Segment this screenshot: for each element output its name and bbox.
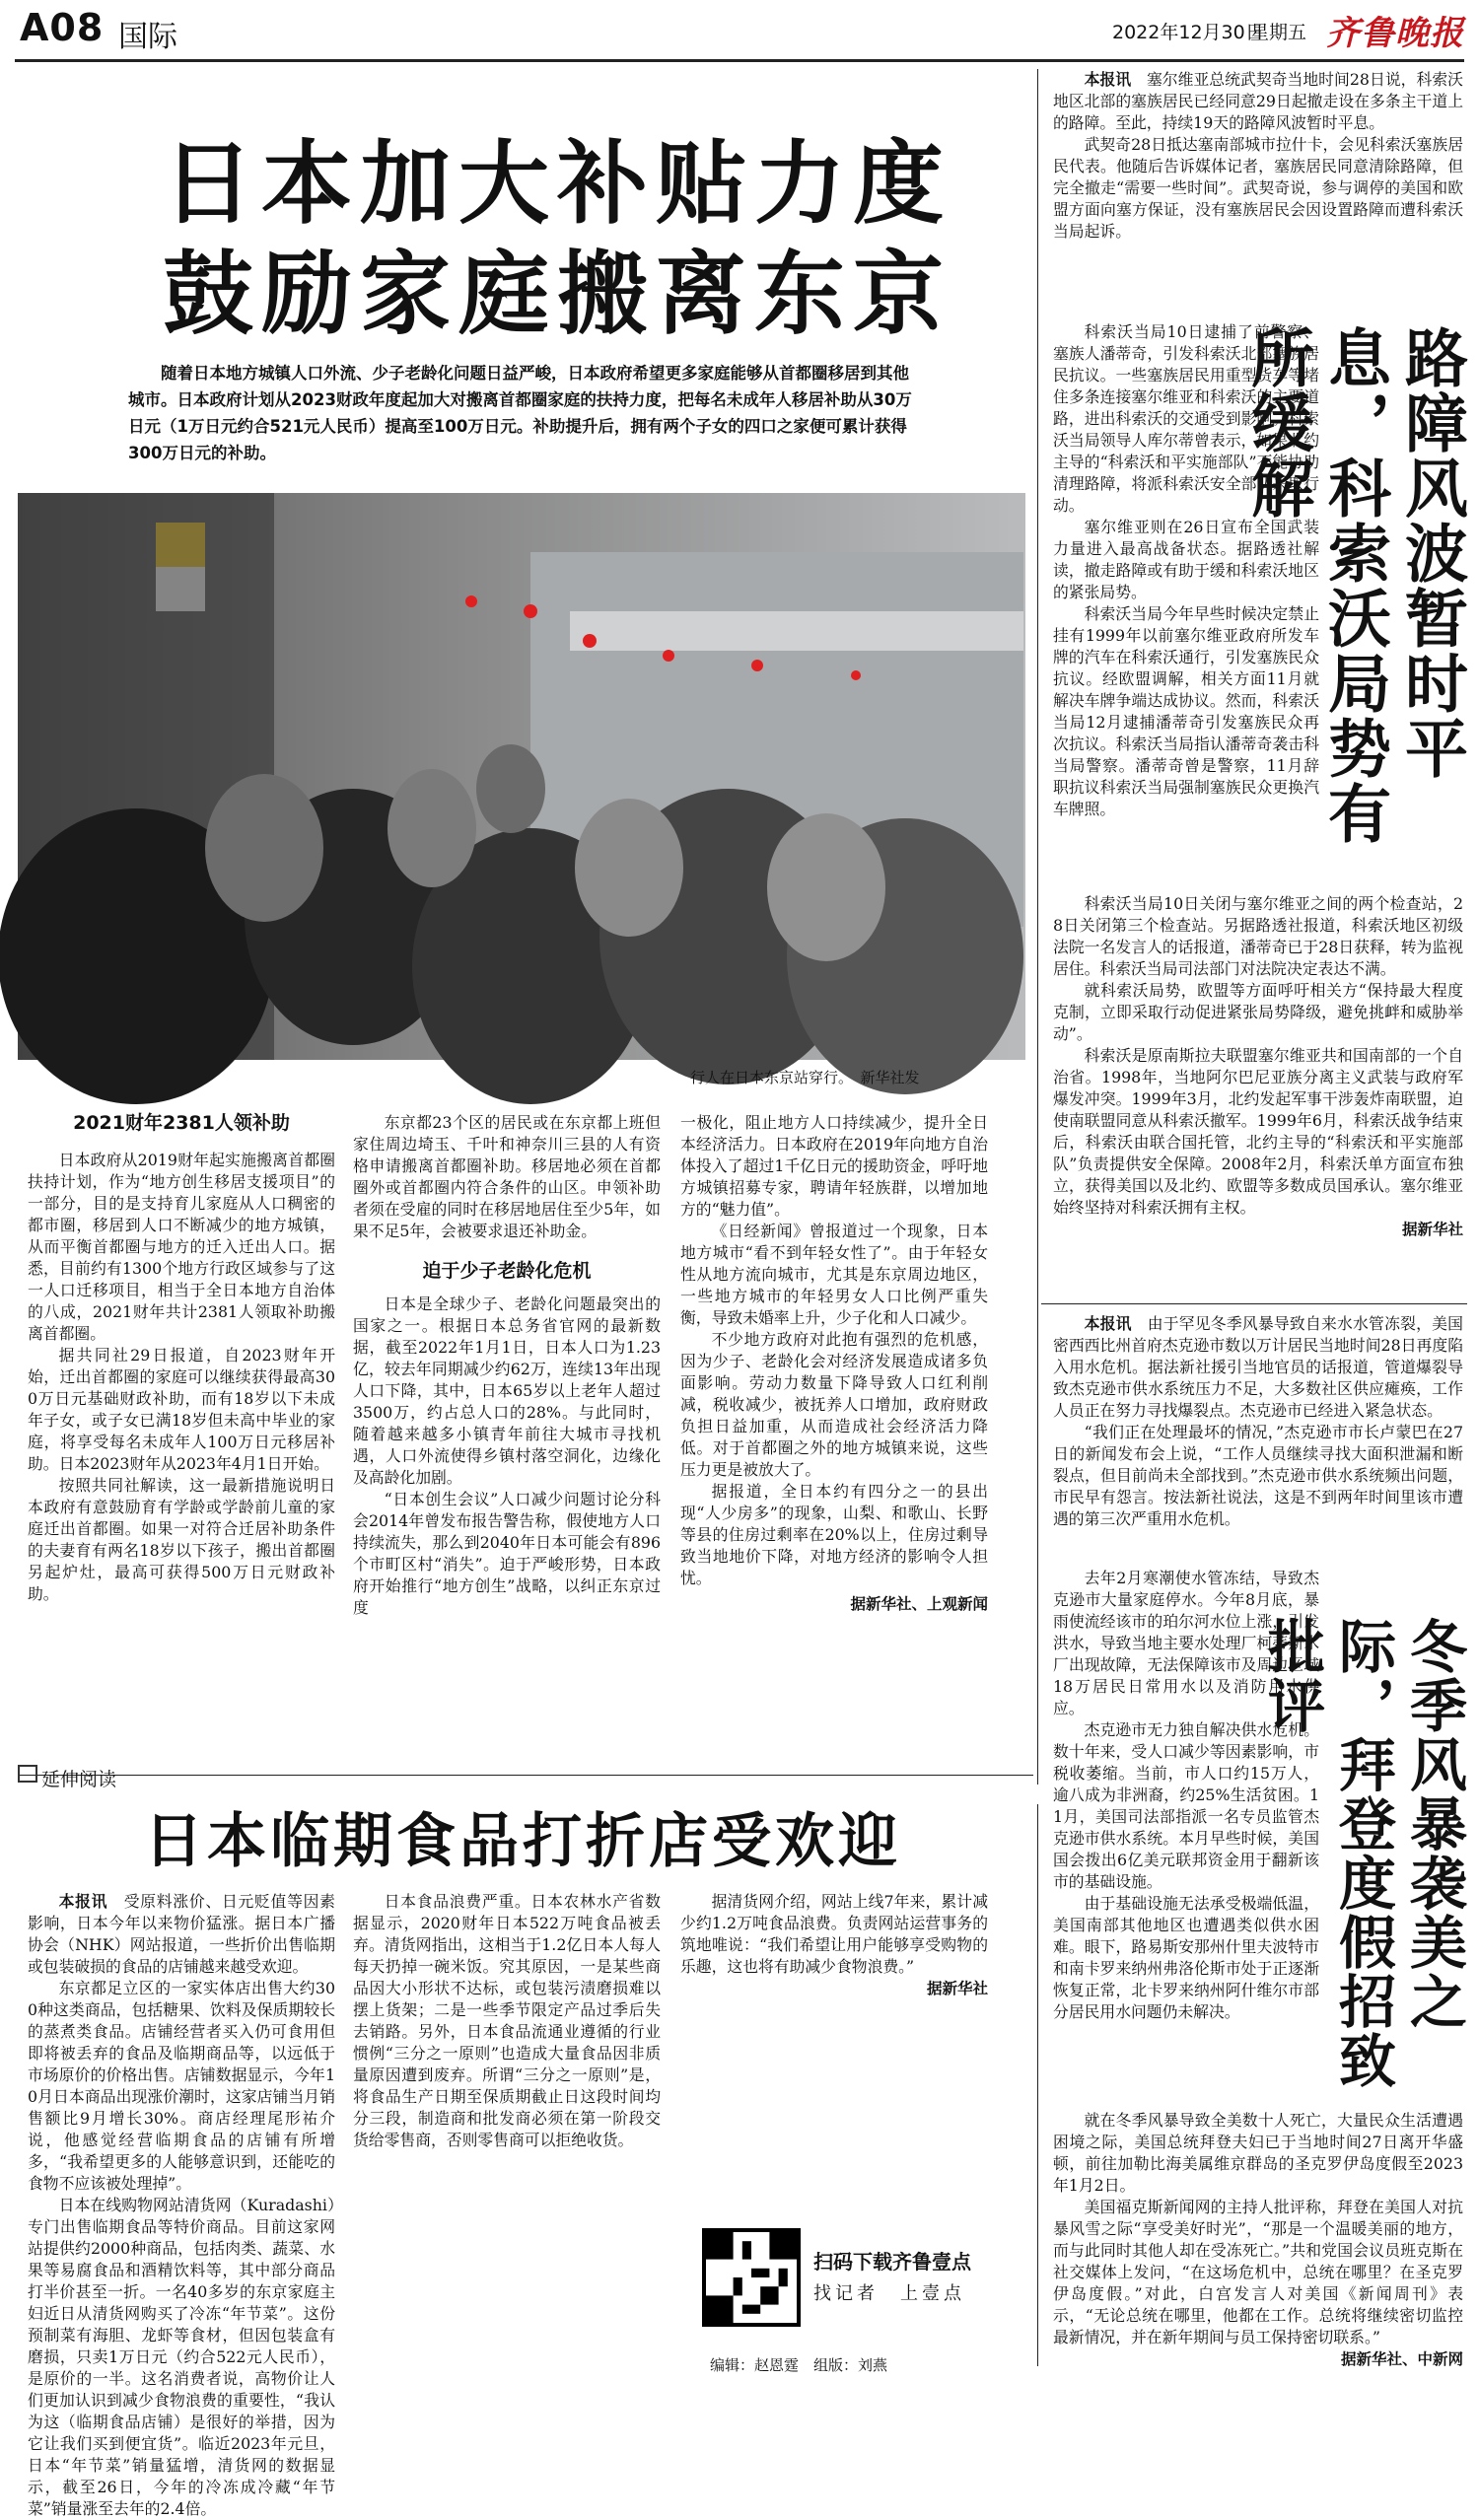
paragraph: 科索沃当局今年早些时候决定禁止挂有1999年以前塞尔维亚政府所发车牌的汽车在科索沃通行，引发塞族民众抗议。经欧盟调解，相关方面11月就解决车牌争端达成协议。然而，科索沃当局12月逮捕潘蒂奇引发塞族民众再次抗议。科索沃当局指认潘蒂奇袭击科当局警察。潘蒂奇曾是警察，11月辞职抗议科索沃当局强制塞族民众更换汽车牌照。 <box>1053 604 1319 818</box>
paragraph: 科索沃当局10日逮捕了前警察、塞族人潘蒂奇，引发科索沃北部塞族居民抗议。一些塞族居民用重型货车等堵住多条连接塞尔维亚和科索沃的主要道路，进出科索沃的交通受到影响。科索沃当局领导人库尔蒂曾表示，如果北约主导的“科索沃和平实施部队”不能协助清理路障，将派科索沃安全部队采取行动。 <box>1053 322 1319 515</box>
extension-title: 日本临期食品打折店受欢迎 <box>144 1807 901 1876</box>
extension-icon <box>18 1765 37 1783</box>
paragraph-text: 受原料涨价、日元贬值等因素影响，日本今年以来物价猛涨。据日本广播协会（NHK）网站报道，一些折价出售临期或包装破损的食品的店铺越来越受欢迎。 <box>28 1892 335 1976</box>
qr-caption-line1: 扫码下载齐鲁壹点 <box>813 2250 971 2274</box>
paragraph: 就科索沃局势，欧盟等方面呼吁相关方“保持最大程度克制，立即采取行动促进紧张局势降级，避免挑衅和威胁举动”。 <box>1053 981 1463 1043</box>
article-divider <box>18 1775 1033 1776</box>
section-name: 国际 <box>118 20 177 54</box>
subhead: 迫于少子老龄化危机 <box>422 1260 592 1282</box>
qr-code-icon <box>706 2232 797 2323</box>
lead-tag: 本报讯 <box>1084 1314 1132 1333</box>
qr-caption-line2: 找记者 上壹点 <box>813 2283 965 2304</box>
issue-weekday: 星期五 <box>1250 22 1307 43</box>
paragraph <box>28 1891 335 1978</box>
qr-code[interactable] <box>702 2228 801 2327</box>
paragraph: “我们正在处理最坏的情况，”杰克逊市市长卢蒙巴在27日的新闻发布会上说，“工作人员继续寻找大面积泄漏和断裂点，但目前尚未全部找到。”杰克逊市供水系统频出问题，市民早有怨言。按法新社说法，这是不到两年时间里该市遭遇的第三次严重用水危机。 <box>1053 1423 1463 1528</box>
us-article-intro <box>1053 1313 1463 1530</box>
column-divider <box>1037 69 1038 1785</box>
paragraph: “日本创生会议”人口减少问题讨论分科会2014年曾发布报告警告称，假使地方人口持续流失，那么到2040年日本可能会有896个市町区村“消失”。迫于严峻形势，日本政府开始推行“地方创生”战略，以纠正东京过度 <box>353 1490 661 1617</box>
header-rule <box>15 59 1464 62</box>
tokyo-station-photo <box>18 493 1025 1060</box>
paragraph <box>1053 69 1463 134</box>
paragraph: 科索沃是原南斯拉夫联盟塞尔维亚共和国南部的一个自治省。1998年，当地阿尔巴尼亚族分离主义武装与政府军爆发冲突。1999年3月，北约发起军事干涉轰炸南联盟，迫使南联盟同意从科索沃撤军。1999年6月，科索沃战争结束后，科索沃由联合国托管，北约主导的“科索沃和平实施部队”负责提供安全保障。2008年2月，科索沃单方面宣布独立，获得美国以及北约、欧盟等多数成员国承认。塞尔维亚始终坚持对科索沃拥有主权。 <box>1053 1046 1463 1217</box>
kosovo-article-title: 路障风波暂时平息，科索沃局势有所缓解 <box>1240 325 1467 846</box>
article-divider <box>1041 1303 1467 1304</box>
lead-tag: 本报讯 <box>1084 70 1132 89</box>
paragraph-text: 由于罕见冬季风暴导致自来水水管冻裂，美国密西西比州首府杰克逊市数以万计居民当地时间28日再度陷入用水危机。据法新社援引当地官员的话报道，管道爆裂导致杰克逊市供水系统压力不足，大多数社区供应瘫痪，工作人员正在努力寻找爆裂点。杰克逊市已经进入紧急状态。 <box>1053 1314 1463 1420</box>
paragraph: 美国福克斯新闻网的主持人批评称，拜登在美国人对抗暴风雪之际“享受美好时光”，“那是一个温暖美丽的地方，而与此同时其他人却在受冻死亡。”共和党国会议员班克斯在社交媒体上发问，“在这场危机中，总统在哪里？在圣克罗伊岛度假。”对此，白宫发言人对美国《新闻周刊》表示，“无论总统在哪里，他都在工作。总统将继续密切监控最新情况，并在新年期间与员工保持密切联系。” <box>1053 2198 1463 2346</box>
paragraph: 不少地方政府对此抱有强烈的危机感，因为少子、老龄化会对经济发展造成诸多负面影响。劳动力数量下降导致人口红利削减，税收减少，被抚养人口增加，政府财政负担日益加重，从而造成社会经济活力降低。对于首都圈之外的地方城镇来说，这些压力更是被放大了。 <box>680 1330 988 1479</box>
extension-column-3 <box>680 1891 988 1999</box>
paragraph: 由于基础设施无法承受极端低温，美国南部其他地区也遭遇类似供水困难。眼下，路易斯安那州什里夫波特市和南卡罗来纳州弗洛伦斯市处于正逐渐恢复正常，北卡罗来纳州阿什维尔市部分居民用水问题仍未解决。 <box>1053 1894 1319 2021</box>
paragraph: 杰克逊市无力独自解决供水危机。数十年来，受人口减少等因素影响，市税收萎缩。当前，市人口约15万人，逾八成为非洲裔，约25%生活贫困。11月，美国司法部指派一名专员监管杰克逊市供水系统。本月早些时候，美国国会拨出6亿美元联邦资金用于翻新该市的基础设施。 <box>1053 1720 1319 1891</box>
article-credit: 据新华社 <box>1401 1221 1463 1238</box>
kosovo-article-tail <box>1053 893 1463 1240</box>
paragraph: 科索沃当局10日关闭与塞尔维亚之间的两个检查站，28日关闭第三个检查站。另据路透社报道，科索沃地区初级法院一名发言人的话报道，潘蒂奇已于28日获释，转为监视居住。科索沃当局司法部门对法院决定表达不满。 <box>1053 894 1463 978</box>
column-divider <box>1037 1804 1038 2366</box>
article-credit: 据新华社、上观新闻 <box>850 1595 988 1613</box>
page-number: A08 <box>20 6 105 49</box>
paragraph: 东京都足立区的一家实体店出售大约300种这类商品，包括糖果、饮料及保质期较长的蒸煮类食品。店铺经营者买入仍可食用但即将被丢弃的食品及临期商品等，以远低于市场原价的价格出售。店铺数据显示，今年10月日本商品出现涨价潮时，这家店铺当月销售额比9月增长30%。商店经理尾形祐介说，他感觉经营临期食品的店铺有所增多，“我希望更多的人能够意识到，还能吃的食物不应该被处理掉”。 <box>28 1979 335 2193</box>
issue-date: 2022年12月30日 <box>1112 22 1264 43</box>
paragraph: 日本食品浪费严重。日本农林水产省数据显示，2020财年日本522万吨食品被丢弃。清货网指出，这相当于1.2亿日本人每人每天扔掉一碗米饭。究其原因，一是某些商品因大小形状不达标，或包装污渍磨损难以摆上货架；二是一些季节限定产品过季后失去销路。另外，日本食品流通业遵循的行业惯例“三分之一原则”也造成大量食品因非质量原因遭到废弃。所谓“三分之一原则”是，将食品生产日期至保质期截止日这段时间均分三段，制造商和批发商必须在第一阶段交货给零售商，否则零售商可以拒绝收货。 <box>353 1892 661 2149</box>
paragraph: 日本政府从2019财年起实施搬离首都圈扶持计划，作为“地方创生移居支援项目”的一部分，目的是支持育儿家庭从人口稠密的都市圈，移居到人口不断减少的地方城镇，从而平衡首都圈与地方的迁入迁出人口。据悉，目前约有1300个地方行政区域参与了这一人口迁移项目，相当于全日本地方自治体的八成，2021财年共计2381人领取补助搬离首都圈。 <box>28 1151 335 1343</box>
paragraph: 一极化，阻止地方人口持续减少，提升全日本经济活力。日本政府在2019年向地方自治体投入了超过1千亿日元的援助资金，呼吁地方城镇招募专家，聘请年轻族群，以增加地方的“魅力值”。 <box>680 1113 988 1219</box>
extension-label: 延伸阅读 <box>41 1769 117 1790</box>
main-column-1 <box>28 1112 335 1605</box>
paragraph: 日本在线购物网站清货网（Kuradashi）专门出售临期食品等特价商品。目前这家网站提供约2000种商品，包括肉类、蔬菜、水果等易腐食品和酒精饮料等，其中部分商品打半价甚至一折。一名40多岁的东京家庭主妇近日从清货网购买了冷冻“年节菜”。这份预制菜有海胆、龙虾等食材，但因包装盒有磨损，只卖1万日元（约合522元人民币），是原价的一半。这名消费者说，高物价让人们更加认识到减少食物浪费的重要性，“我认为这（临期食品店铺）是很好的举措，因为它让我们买到便宜货”。临近2023年元旦，日本“年节菜”销量猛增，清货网的数据显示，截至26日，今年的冷冻成冷藏“年节菜”销量涨至去年的2.4倍。 <box>28 2196 335 2518</box>
paragraph: 就在冬季风暴导致全美数十人死亡，大量民众生活遭遇困境之际，美国总统拜登夫妇已于当地时间27日离开华盛顿，前往加勒比海美属维京群岛的圣克罗伊岛度假至2023年1月2日。 <box>1053 2111 1463 2195</box>
paragraph: 塞尔维亚则在26日宣布全国武装力量进入最高战备状态。据路透社解读，撤走路障或有助于缓和科索沃地区的紧张局势。 <box>1053 518 1319 601</box>
paragraph: 武契奇28日抵达塞南部城市拉什卡，会见科索沃塞族居民代表。他随后告诉媒体记者，塞族居民同意清除路障，但完全撤走“需要一些时间”。武契奇说，参与调停的美国和欧盟方面向塞方保证，没有塞族居民会因设置路障而遭科索沃当局起诉。 <box>1053 135 1463 241</box>
main-title-line: 日本加大补贴力度 <box>162 130 951 237</box>
paragraph: 去年2月寒潮使水管冻结，导致杰克逊市大量家庭停水。今年8月底，暴雨使流经该市的珀尔河水位上涨，引发洪水，导致当地主要水处理厂柯蒂斯水厂出现故障，无法保障该市及周边区域18万居民日常用水以及消防用水供应。 <box>1053 1569 1319 1717</box>
lead-tag: 本报讯 <box>58 1892 108 1911</box>
paragraph: 据共同社29日报道，自2023财年开始，迁出首都圈的家庭可以继续获得最高300万日元基础财政补助，而有18岁以下未成年子女，或子女已满18岁但未高中毕业的家庭，将享受每名未成年人100万日元移居补助。日本2023财年从2023年4月1日开始。 <box>28 1346 335 1473</box>
paragraph: 据报道，全日本约有四分之一的县出现“人少房多”的现象，山梨、和歌山、长野等县的住房过剩率在20%以上，住房过剩导致当地地价下降，对地方经济的影响令人担忧。 <box>680 1482 988 1587</box>
paragraph-text: 塞尔维亚总统武契奇当地时间28日说，科索沃地区北部的塞族居民已经同意29日起撤走设在多条主干道上的路障。至此，持续19天的路障风波暂时平息。 <box>1053 70 1463 132</box>
newspaper-logo: 齐鲁晚报 <box>1326 14 1464 53</box>
main-column-3 <box>680 1112 988 1615</box>
paragraph: 日本是全球少子、老龄化问题最突出的国家之一。根据日本总务省官网的最新数据，截至2022年1月1日，日本人口为1.23亿，较去年同期减少约62万，连续13年出现人口下降，其中，日本65岁以上老年人超过3500万，约占总人口的28%。与此同时，随着越来越多小镇青年前往大城市寻找机遇，人口外流使得乡镇村落空洞化，边缘化及高龄化加剧。 <box>353 1295 661 1487</box>
paragraph: 《日经新闻》曾报道过一个现象，日本地方城市“看不到年轻女性了”。由于年轻女性从地方流向城市，尤其是东京周边地区，一些地方城市的年轻男女人口比例严重失衡，导致未婚率上升，少子化和人口减少。 <box>680 1222 988 1327</box>
page-header <box>0 0 1479 61</box>
main-article-lead: 随着日本地方城镇人口外流、少子老龄化问题日益严峻，日本政府希望更多家庭能够从首都圈移居到其他城市。日本政府计划从2023财政年度起加大对搬离首都圈家庭的扶持力度，把每名未成年人移居补助从30万日元（1万日元约合521元人民币）提高至100万日元。补助提升后，拥有两个子女的四口之家便可累计获得300万日元的补助。 <box>128 364 912 462</box>
crowd-photo-illustration <box>18 493 1025 1060</box>
us-article-title: 冬季风暴袭美之际，拜登度假招致批评 <box>1258 1617 1467 2090</box>
kosovo-article-intro <box>1053 69 1463 243</box>
photo-caption: 行人在日本东京站穿行。 新华社发 <box>690 1069 920 1086</box>
paragraph <box>1053 1313 1463 1422</box>
editor-credit: 编辑：赵恩霆 组版：刘燕 <box>710 2356 888 2374</box>
article-credit: 据新华社、中新网 <box>1340 2350 1463 2368</box>
subhead: 2021财年2381人领补助 <box>73 1112 290 1134</box>
main-title-line: 鼓励家庭搬离东京 <box>162 241 951 347</box>
extension-column-1 <box>28 1891 335 2520</box>
extension-column-2 <box>353 1891 661 2151</box>
paragraph: 东京都23个区的居民或在东京都上班但家住周边埼玉、千叶和神奈川三县的人有资格申请搬离首都圈补助。移居地必须在首都圈外或首都圈内符合条件的山区。申领补助者须在受雇的同时在移居地居住至少5年，如果不足5年，会被要求退还补助金。 <box>353 1113 661 1240</box>
main-column-2 <box>353 1112 661 1619</box>
main-article-title <box>143 128 971 349</box>
paragraph: 按照共同社解读，这一最新措施说明日本政府有意鼓励育有学龄或学龄前儿童的家庭迁出首都圈。如果一对符合迁居补助条件的夫妻育有两名18岁以下孩子，搬出首都圈另起炉灶，最高可获得500万日元财政补助。 <box>28 1476 335 1603</box>
us-article-tail <box>1053 2110 1463 2370</box>
paragraph: 据清货网介绍，网站上线7年来，累计减少约1.2万吨食品浪费。负责网站运营事务的筑地唯说：“我们希望让用户能够享受购物的乐趣，这也将有助减少食物浪费。” <box>680 1892 988 1976</box>
article-credit: 据新华社 <box>926 1980 988 1997</box>
